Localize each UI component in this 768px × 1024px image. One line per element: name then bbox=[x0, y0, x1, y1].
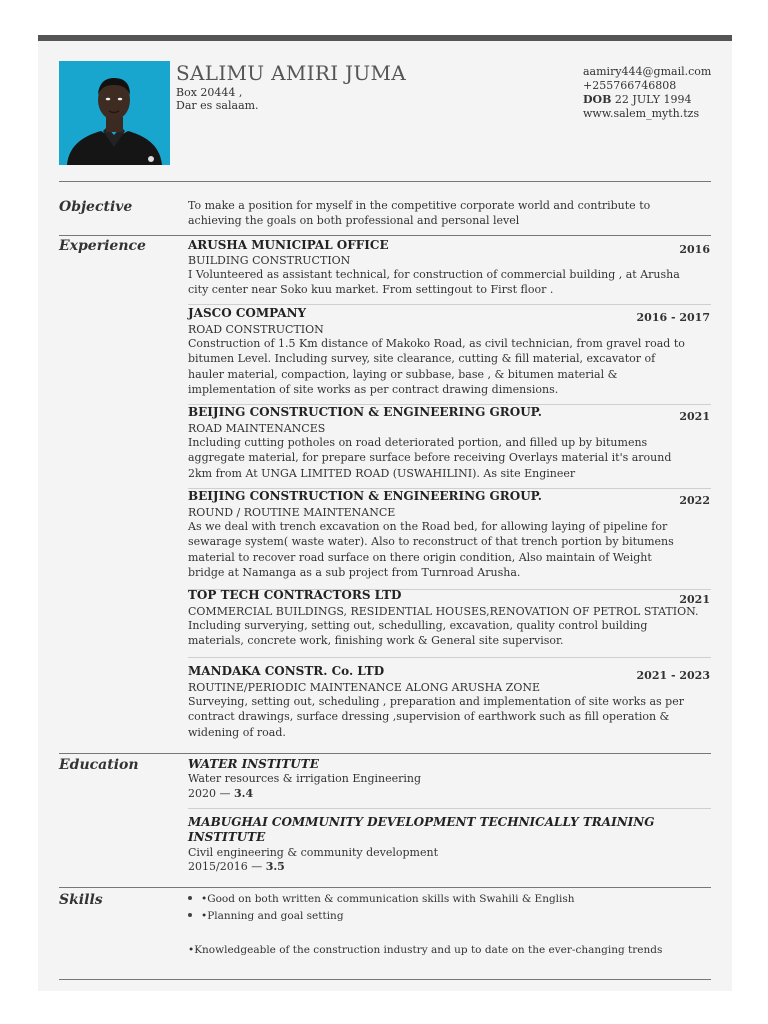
phone: +255766746808 bbox=[583, 79, 677, 92]
address bbox=[176, 86, 259, 112]
company-name: BEIJING CONSTRUCTION & ENGINEERING GROUP. bbox=[188, 405, 542, 419]
grade: 3.4 bbox=[234, 787, 254, 800]
company-name: ARUSHA MUNICIPAL OFFICE bbox=[188, 238, 389, 252]
objective-text: To make a position for myself in the competitive corporate world and contribute to achieving the goals on both professional and personal level bbox=[188, 199, 651, 228]
period-text: 2015/2016 — bbox=[188, 860, 266, 873]
item-divider bbox=[188, 657, 711, 658]
job-year: 2021 bbox=[679, 410, 710, 423]
experience-heading: Experience bbox=[59, 238, 146, 254]
job-description: Including surverying, setting out, schedulling, excavation, quality control building materials, concrete work, finishing work & General site supervisor. bbox=[188, 619, 648, 648]
company-name: MANDAKA CONSTR. Co. LTD bbox=[188, 664, 385, 678]
resume-page bbox=[38, 35, 732, 991]
person-photo-icon bbox=[59, 61, 170, 165]
company-name: JASCO COMPANY bbox=[188, 306, 307, 320]
section-divider bbox=[59, 235, 711, 236]
education-heading: Education bbox=[59, 757, 139, 773]
dob-value: 22 JULY 1994 bbox=[614, 93, 692, 106]
job-year: 2022 bbox=[679, 494, 710, 507]
profile-photo bbox=[59, 61, 170, 165]
job-description: Surveying, setting out, scheduling , preparation and implementation of site works as per contract drawings, surface dressing ,supervision of earthwork such as fill operation & widening of road. bbox=[188, 695, 684, 739]
top-bar bbox=[38, 35, 732, 41]
dob bbox=[583, 93, 711, 107]
job-role: ROUND / ROUTINE MAINTENANCE bbox=[188, 506, 396, 519]
job-description: I Volunteered as assistant technical, for construction of commercial building , at Arusha city center near Soko kuu market. From settingout to First floor . bbox=[188, 268, 680, 297]
skill-text: •Good on both written & communication skills with Swahili & English bbox=[201, 893, 575, 905]
item-divider bbox=[188, 808, 711, 809]
company-name: TOP TECH CONTRACTORS LTD bbox=[188, 588, 402, 602]
job-description: Including cutting potholes on road deteriorated portion, and filled up by bitumens aggregate material, for prepare surface before receiving Overlays material it's around 2km from At UNGA LIMITED ROAD (USWAHILINI). As site Engineer bbox=[188, 436, 672, 480]
education-period bbox=[188, 860, 285, 875]
job-description: Construction of 1.5 Km distance of Makoko Road, as civil technician, from gravel road to bitumen Level. Including survey, site clearance, cutting & fill material, excavator of hauler material, compaction, laying or subbase, base , & bitumen material & implementation of site works as per contract drawing dimensions. bbox=[188, 337, 685, 396]
item-divider bbox=[188, 304, 711, 305]
section-divider bbox=[59, 979, 711, 980]
school-name: MABUGHAI COMMUNITY DEVELOPMENT TECHNICALLY TRAINING INSTITUTE bbox=[188, 815, 655, 844]
objective-heading: Objective bbox=[59, 199, 133, 215]
skill-extra: •Knowledgeable of the construction industry and up to date on the ever-changing trends bbox=[188, 944, 663, 956]
candidate-name: SALIMU AMIRI JUMA bbox=[176, 61, 407, 85]
education-period bbox=[188, 787, 253, 802]
website[interactable]: www.salem_myth.tzs bbox=[583, 107, 700, 120]
job-role: ROUTINE/PERIODIC MAINTENANCE ALONG ARUSHA ZONE bbox=[188, 681, 541, 694]
dob-label: DOB bbox=[583, 93, 612, 106]
contact-info bbox=[583, 65, 711, 121]
email[interactable]: aamiry444@gmail.com bbox=[583, 65, 712, 78]
job-role: BUILDING CONSTRUCTION bbox=[188, 254, 351, 267]
bullet-icon bbox=[188, 896, 192, 900]
skill-text: •Planning and goal setting bbox=[201, 910, 344, 922]
company-name: BEIJING CONSTRUCTION & ENGINEERING GROUP. bbox=[188, 489, 542, 503]
section-divider bbox=[59, 887, 711, 888]
address-line: Dar es salaam. bbox=[176, 99, 259, 112]
job-role: ROAD CONSTRUCTION bbox=[188, 323, 324, 336]
bullet-icon bbox=[188, 913, 192, 917]
job-year: 2016 bbox=[679, 243, 710, 256]
skills-heading: Skills bbox=[59, 892, 103, 908]
job-year: 2021 bbox=[679, 593, 710, 606]
section-divider bbox=[59, 753, 711, 754]
skill-item bbox=[188, 893, 575, 905]
period-text: 2020 — bbox=[188, 787, 234, 800]
skill-item bbox=[188, 910, 344, 922]
address-line: Box 20444 , bbox=[176, 86, 243, 99]
job-year: 2016 - 2017 bbox=[636, 311, 710, 324]
job-role: COMMERCIAL BUILDINGS, RESIDENTIAL HOUSES,RENOVATION OF PETROL STATION. bbox=[188, 605, 699, 618]
grade: 3.5 bbox=[265, 860, 285, 873]
course-name: Civil engineering & community development bbox=[188, 846, 438, 859]
course-name: Water resources & irrigation Engineering bbox=[188, 772, 422, 785]
school-name: WATER INSTITUTE bbox=[188, 757, 319, 771]
job-year: 2021 - 2023 bbox=[636, 669, 710, 682]
job-description: As we deal with trench excavation on the Road bed, for allowing laying of pipeline for sewarage system( waste water). Also to reconstruct of that trench portion by bitumens material to recover road surface on there origin condition, Also maintain of Weight bridge at Namanga as a sub project from Turnroad Arusha. bbox=[188, 520, 674, 579]
section-divider bbox=[59, 181, 711, 182]
job-role: ROAD MAINTENANCES bbox=[188, 422, 326, 435]
